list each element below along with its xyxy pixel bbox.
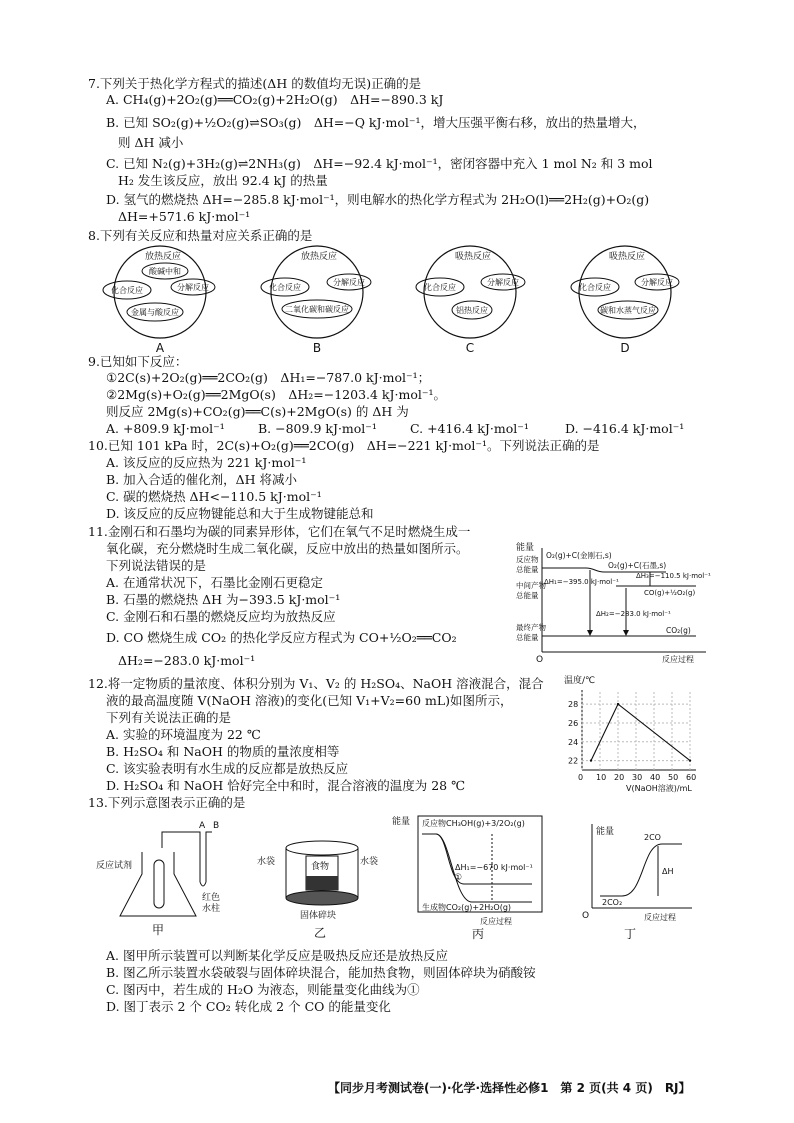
diagram-a-letter: A bbox=[155, 341, 165, 355]
diagram-a-left: 化合反应 bbox=[111, 286, 143, 295]
bing-xlabel: 反应过程 bbox=[480, 917, 512, 926]
container-top bbox=[286, 841, 358, 855]
q9-reaction-2: ②2Mg(s)+O₂(g)══2MgO(s) ΔH₂=−1203.4 kJ·mol⁻¹。 bbox=[106, 387, 446, 402]
chart-point-0 bbox=[590, 759, 592, 761]
q11-graph-co2: CO₂(g) bbox=[666, 626, 691, 635]
chart-ytick-3: 28 bbox=[568, 700, 579, 710]
q11-graph-top1: O₂(g)+C(金刚石,s) bbox=[546, 551, 612, 560]
q12-temperature-chart bbox=[556, 672, 706, 794]
bing-reactants: 反应物CH₃OH(g)+3/2O₂(g) bbox=[422, 819, 525, 828]
q9-option-c: C. +416.4 kJ·mol⁻¹ bbox=[410, 421, 529, 436]
q11-graph-dh2-head bbox=[623, 630, 629, 636]
q11-option-a: A. 在通常状况下，石墨比金刚石更稳定 bbox=[106, 575, 323, 590]
q9-option-d: D. −416.4 kJ·mol⁻¹ bbox=[565, 421, 685, 436]
chart-ytick-0: 22 bbox=[568, 756, 579, 766]
diagram-d-left: 化合反应 bbox=[579, 283, 611, 292]
jia-water1: 红色 bbox=[202, 893, 221, 903]
bing-dh: ΔH₁=−670 kJ·mol⁻¹ bbox=[455, 863, 533, 872]
q10-option-d: D. 该反应的反应物键能总和大于生成物键能总和 bbox=[106, 506, 374, 521]
q11-option-b: B. 石墨的燃烧热 ΔH 为−393.5 kJ·mol⁻¹ bbox=[106, 592, 341, 607]
q10-option-c: C. 碳的燃烧热 ΔH<−110.5 kJ·mol⁻¹ bbox=[106, 489, 322, 504]
q7-option-a: A. CH₄(g)+2O₂(g)══CO₂(g)+2H₂O(g) ΔH=−890.3 kJ bbox=[106, 92, 444, 107]
container-bottom bbox=[286, 891, 358, 905]
yi-label: 乙 bbox=[314, 926, 327, 940]
q11-graph-dh3: ΔH₃=−110.5 kJ·mol⁻¹ bbox=[636, 572, 711, 580]
q12-line2: 液的最高温度随 V(NaOH 溶液)的变化(已知 V₁+V₂=60 mL)如图所示， bbox=[106, 693, 513, 708]
q11-graph-dh2: ΔH₂=−283.0 kJ·mol⁻¹ bbox=[596, 610, 671, 618]
q7-option-b-line2: 则 ΔH 减小 bbox=[118, 135, 184, 150]
diagram-c-left: 化合反应 bbox=[424, 283, 456, 292]
figure-ding bbox=[582, 824, 692, 941]
bing-ylabel: 能量 bbox=[392, 817, 411, 827]
diagram-b bbox=[261, 246, 371, 355]
q9-option-b: B. −809.9 kJ·mol⁻¹ bbox=[258, 421, 377, 436]
page-footer: 【同步月考测试卷(一)·化学·选择性必修1 第 2 页(共 4 页) RJ】 bbox=[328, 1081, 691, 1095]
q11-line3: 下列说法错误的是 bbox=[106, 558, 207, 573]
diagram-d-letter: D bbox=[620, 341, 630, 355]
figure-bing bbox=[392, 815, 542, 941]
chart-series-line bbox=[591, 704, 690, 761]
q9-stem: 9.已知如下反应： bbox=[88, 354, 188, 369]
ding-label: 丁 bbox=[624, 927, 637, 941]
q11-graph-react-label2: 总能量 bbox=[516, 565, 539, 574]
q11-graph-ylabel: 能量 bbox=[516, 543, 535, 553]
ding-dh: ΔH bbox=[662, 867, 674, 876]
q11-graph-final-label2: 总能量 bbox=[516, 633, 539, 642]
chart-xtick-1: 10 bbox=[596, 773, 607, 782]
ding-origin: O bbox=[582, 911, 590, 921]
diagram-a-bottom: 金属与酸反应 bbox=[131, 308, 179, 317]
diagram-c-bottom: 铝热反应 bbox=[456, 306, 488, 315]
q11-graph-final-label1: 最终产物 bbox=[516, 623, 546, 632]
test-tube bbox=[154, 860, 164, 908]
diagram-b-left: 化合反应 bbox=[269, 283, 301, 292]
q11-graph-dh1-head bbox=[587, 630, 593, 636]
u-tube-right bbox=[206, 832, 212, 882]
ding-xlabel: 反应过程 bbox=[644, 913, 676, 922]
chart-point-2 bbox=[689, 759, 691, 761]
bing-label: 丙 bbox=[472, 927, 485, 941]
chart-ytick-2: 26 bbox=[568, 718, 579, 728]
q8-stem: 8.下列有关反应和热量对应关系正确的是 bbox=[88, 228, 313, 243]
chart-xtick-2: 20 bbox=[614, 773, 625, 782]
yi-bag-left: 水袋 bbox=[257, 857, 276, 867]
q7-option-d-line2: ΔH=+571.6 kJ·mol⁻¹ bbox=[118, 209, 251, 224]
q13-option-b: B. 图乙所示装置水袋破裂与固体碎块混合，能加热食物，则固体碎块为硝酸铵 bbox=[106, 965, 536, 980]
chart-xlabel: V(NaOH溶液)/mL bbox=[626, 784, 692, 793]
chart-xtick-0: 0 bbox=[578, 773, 584, 782]
q11-energy-diagram bbox=[516, 542, 712, 665]
q11-option-c: C. 金刚石和石墨的燃烧反应均为放热反应 bbox=[106, 609, 336, 624]
q8-venn-diagrams bbox=[95, 244, 685, 356]
q13-option-a: A. 图甲所示装置可以判断某化学反应是吸热反应还是放热反应 bbox=[106, 948, 448, 963]
q7-option-b-line1: B. 已知 SO₂(g)+½O₂(g)⇌SO₃(g) ΔH=−Q kJ·mol⁻¹，增大压强平衡右移，放出的热量增大， bbox=[106, 115, 646, 130]
diagram-d-right: 分解反应 bbox=[641, 278, 673, 287]
figure-jia bbox=[96, 821, 220, 937]
jia-reagent: 反应试剂 bbox=[96, 861, 133, 871]
chart-xtick-5: 50 bbox=[668, 773, 679, 782]
chart-ylabel: 温度/℃ bbox=[564, 676, 596, 686]
q11-graph-mid-label2: 总能量 bbox=[516, 591, 539, 600]
chart-gridlines bbox=[582, 690, 690, 770]
q11-graph-mid-label1: 中间产物 bbox=[516, 581, 546, 590]
q13-stem: 13.下列示意图表示正确的是 bbox=[88, 795, 246, 810]
q13-option-d: D. 图丁表示 2 个 CO₂ 转化成 2 个 CO 的能量变化 bbox=[106, 999, 391, 1014]
q9-option-a: A. +809.9 kJ·mol⁻¹ bbox=[106, 421, 225, 436]
q13-option-c: C. 图丙中，若生成的 H₂O 为液态，则能量变化曲线为① bbox=[106, 982, 420, 997]
diagram-c-letter: C bbox=[465, 341, 475, 355]
q9-ask: 则反应 2Mg(s)+CO₂(g)══C(s)+2MgO(s) 的 ΔH 为 bbox=[106, 404, 409, 419]
q11-graph-top2: O₂(g)+C(石墨,s) bbox=[608, 561, 667, 570]
diagram-d-title: 吸热反应 bbox=[608, 252, 646, 262]
q11-graph-xlabel: 反应过程 bbox=[662, 655, 694, 664]
yi-solid: 固体碎块 bbox=[300, 911, 337, 921]
diagram-b-letter: B bbox=[312, 341, 322, 355]
q11-graph-origin: O bbox=[536, 655, 544, 665]
diagram-d-bottom: 碳和水蒸气反应 bbox=[600, 306, 656, 315]
q10-option-b: B. 加入合适的催化剂，ΔH 将减小 bbox=[106, 472, 298, 487]
jia-water2: 水柱 bbox=[202, 904, 221, 914]
diagram-a-title: 放热反应 bbox=[144, 252, 182, 262]
ding-bottom: 2CO₂ bbox=[602, 898, 623, 907]
q12-option-c: C. 该实验表明有水生成的反应都是放热反应 bbox=[106, 761, 349, 776]
diagram-b-title: 放热反应 bbox=[300, 252, 338, 262]
q11-line2: 氧化碳，充分燃烧时生成二氧化碳，反应中放出的热量如图所示。 bbox=[106, 541, 469, 556]
q9-reaction-1: ①2C(s)+2O₂(g)══2CO₂(g) ΔH₁=−787.0 kJ·mol⁻¹； bbox=[106, 370, 431, 385]
chart-ytick-1: 24 bbox=[568, 737, 579, 747]
q7-stem: 7.下列关于热化学方程式的描述(ΔH 的数值均无误)正确的是 bbox=[88, 76, 422, 91]
q11-graph-dh1: ΔH₁=−395.0 kJ·mol⁻¹ bbox=[544, 578, 619, 586]
chart-xtick-3: 30 bbox=[632, 773, 643, 782]
diagram-c-right: 分解反应 bbox=[487, 278, 519, 287]
bing-products: 生成物CO₂(g)+2H₂O(g) bbox=[422, 903, 512, 912]
diagram-c bbox=[416, 246, 525, 355]
q11-option-d-line2: ΔH₂=−283.0 kJ·mol⁻¹ bbox=[118, 653, 256, 668]
q12-option-b: B. H₂SO₄ 和 NaOH 的物质的量浓度相等 bbox=[106, 744, 340, 759]
yi-bag-right: 水袋 bbox=[360, 857, 379, 867]
chart-xtick-4: 40 bbox=[650, 773, 661, 782]
q12-line1: 12.将一定物质的量浓度、体积分别为 V₁、V₂ 的 H₂SO₄、NaOH 溶液混合，混合 bbox=[88, 676, 544, 691]
diagram-a bbox=[103, 246, 215, 355]
bing-curve-1 bbox=[422, 834, 532, 884]
q7-option-c-line1: C. 已知 N₂(g)+3H₂(g)⇌2NH₃(g) ΔH=−92.4 kJ·mol⁻¹，密闭容器中充入 1 mol N₂ 和 3 mol bbox=[106, 156, 653, 171]
diagram-c-title: 吸热反应 bbox=[454, 252, 492, 262]
figure-yi bbox=[257, 841, 378, 940]
food-fill bbox=[306, 876, 338, 890]
q12-option-a: A. 实验的环境温度为 22 ℃ bbox=[106, 727, 261, 742]
diagram-b-right: 分解反应 bbox=[333, 278, 365, 287]
diagram-a-right: 分解反应 bbox=[177, 283, 209, 292]
q11-line1: 11.金刚石和石墨均为碳的同素异形体，它们在氧气不足时燃烧生成一 bbox=[88, 524, 471, 539]
chart-point-1 bbox=[617, 703, 619, 705]
jia-label: 甲 bbox=[152, 923, 165, 937]
q13-figures bbox=[92, 812, 712, 942]
q10-stem: 10.已知 101 kPa 时，2C(s)+O₂(g)══2CO(g) ΔH=−221 kJ·mol⁻¹。下列说法正确的是 bbox=[88, 438, 600, 453]
q7-option-d-line1: D. 氢气的燃烧热 ΔH=−285.8 kJ·mol⁻¹，则电解水的热化学方程式为 2H₂O(l)══2H₂(g)+O₂(g) bbox=[106, 192, 650, 207]
diagram-b-bottom: 二氧化碳和碳反应 bbox=[285, 305, 349, 314]
u-tube-left bbox=[162, 832, 200, 882]
q11-graph-react-label1: 反应物 bbox=[516, 555, 539, 564]
q7-option-c-line2: H₂ 发生该反应，放出 92.4 kJ 的热量 bbox=[118, 173, 328, 188]
q11-option-d-line1: D. CO 燃烧生成 CO₂ 的热化学反应方程式为 CO+½O₂══CO₂ bbox=[106, 630, 457, 645]
ding-ylabel: 能量 bbox=[596, 827, 615, 837]
diagram-a-inner: 酸碱中和 bbox=[149, 267, 181, 276]
ding-top: 2CO bbox=[644, 833, 661, 842]
chart-xtick-6: 60 bbox=[686, 773, 697, 782]
yi-food: 食物 bbox=[311, 862, 330, 872]
q12-option-d: D. H₂SO₄ 和 NaOH 恰好完全中和时，混合溶液的温度为 28 ℃ bbox=[106, 778, 466, 793]
jia-label-b: B bbox=[213, 821, 220, 831]
diagram-d bbox=[571, 246, 679, 355]
u-tube-bend bbox=[200, 882, 206, 886]
jia-label-a: A bbox=[199, 821, 206, 831]
q10-option-a: A. 该反应的反应热为 221 kJ·mol⁻¹ bbox=[106, 455, 307, 470]
bing-mark: ① bbox=[454, 873, 463, 883]
q11-graph-co: CO(g)+½O₂(g) bbox=[644, 589, 696, 597]
q12-line3: 下列有关说法正确的是 bbox=[106, 710, 232, 725]
